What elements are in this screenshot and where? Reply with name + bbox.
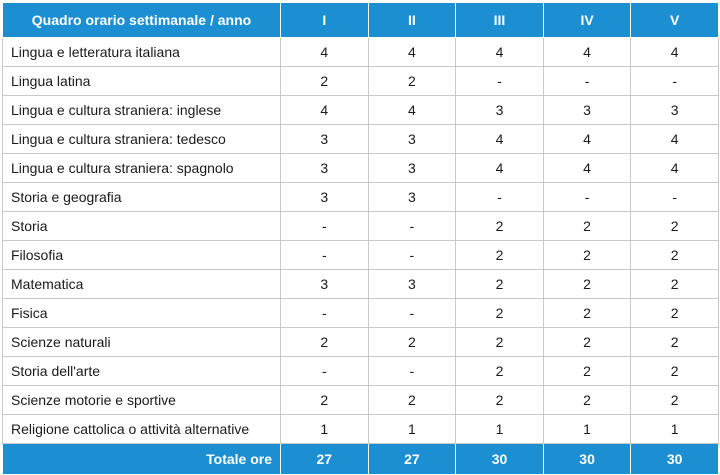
hours-cell: 2 <box>456 212 544 241</box>
hours-cell: 4 <box>631 154 719 183</box>
hours-cell: 3 <box>281 154 369 183</box>
hours-cell: 2 <box>281 328 369 357</box>
hours-cell: 4 <box>456 125 544 154</box>
hours-cell: - <box>368 357 456 386</box>
hours-cell: 3 <box>456 96 544 125</box>
year-header: I <box>281 3 369 38</box>
table-row <box>3 241 719 270</box>
header-row <box>3 3 719 38</box>
hours-cell: 3 <box>281 270 369 299</box>
hours-cell: 2 <box>456 299 544 328</box>
weekly-schedule-table <box>2 2 719 475</box>
table-header <box>3 3 719 38</box>
table-row <box>3 299 719 328</box>
subject-cell: Storia <box>3 212 281 241</box>
hours-cell: - <box>281 357 369 386</box>
hours-cell: 2 <box>543 270 631 299</box>
table-row <box>3 96 719 125</box>
hours-cell: 4 <box>631 125 719 154</box>
hours-cell: 2 <box>631 357 719 386</box>
year-header: V <box>631 3 719 38</box>
year-header: III <box>456 3 544 38</box>
hours-cell: 4 <box>543 154 631 183</box>
hours-cell: 3 <box>631 96 719 125</box>
total-cell: 30 <box>631 444 719 475</box>
hours-cell: 2 <box>281 386 369 415</box>
table-row <box>3 212 719 241</box>
hours-cell: 4 <box>456 38 544 67</box>
subject-cell: Storia dell'arte <box>3 357 281 386</box>
subject-cell: Lingua e letteratura italiana <box>3 38 281 67</box>
hours-cell: - <box>368 241 456 270</box>
hours-cell: - <box>456 183 544 212</box>
hours-cell: - <box>543 67 631 96</box>
hours-cell: 2 <box>456 270 544 299</box>
table-row <box>3 38 719 67</box>
subject-cell: Lingua latina <box>3 67 281 96</box>
subject-cell: Lingua e cultura straniera: spagnolo <box>3 154 281 183</box>
hours-cell: 2 <box>543 212 631 241</box>
total-cell: 30 <box>456 444 544 475</box>
total-label: Totale ore <box>3 444 281 475</box>
hours-cell: - <box>281 241 369 270</box>
hours-cell: 1 <box>281 415 369 444</box>
hours-cell: 4 <box>543 125 631 154</box>
hours-cell: 3 <box>368 270 456 299</box>
hours-cell: 2 <box>631 241 719 270</box>
hours-cell: 3 <box>368 125 456 154</box>
hours-cell: 2 <box>368 328 456 357</box>
subject-cell: Fisica <box>3 299 281 328</box>
hours-cell: - <box>368 299 456 328</box>
hours-cell: 3 <box>368 154 456 183</box>
hours-cell: 3 <box>543 96 631 125</box>
hours-cell: 2 <box>631 386 719 415</box>
year-header: II <box>368 3 456 38</box>
hours-cell: 1 <box>368 415 456 444</box>
hours-cell: 2 <box>543 328 631 357</box>
subject-cell: Storia e geografia <box>3 183 281 212</box>
hours-cell: 3 <box>281 183 369 212</box>
total-cell: 27 <box>281 444 369 475</box>
table-row <box>3 415 719 444</box>
subject-cell: Matematica <box>3 270 281 299</box>
hours-cell: 2 <box>543 386 631 415</box>
hours-cell: - <box>631 67 719 96</box>
hours-cell: 4 <box>368 38 456 67</box>
header-label: Quadro orario settimanale / anno <box>3 3 281 38</box>
hours-cell: 2 <box>543 357 631 386</box>
year-header: IV <box>543 3 631 38</box>
hours-cell: 1 <box>456 415 544 444</box>
subject-cell: Lingua e cultura straniera: inglese <box>3 96 281 125</box>
hours-cell: 2 <box>543 241 631 270</box>
hours-cell: 4 <box>281 96 369 125</box>
hours-cell: 2 <box>543 299 631 328</box>
hours-cell: 4 <box>543 38 631 67</box>
hours-cell: 3 <box>281 125 369 154</box>
hours-cell: - <box>281 299 369 328</box>
table-footer <box>3 444 719 475</box>
subject-cell: Religione cattolica o attività alternative <box>3 415 281 444</box>
hours-cell: 2 <box>631 299 719 328</box>
hours-cell: 4 <box>456 154 544 183</box>
hours-cell: 2 <box>368 386 456 415</box>
subject-cell: Lingua e cultura straniera: tedesco <box>3 125 281 154</box>
totals-row <box>3 444 719 475</box>
table-row <box>3 183 719 212</box>
table-row <box>3 125 719 154</box>
table-row <box>3 67 719 96</box>
hours-cell: - <box>543 183 631 212</box>
hours-cell: 3 <box>368 183 456 212</box>
table-row <box>3 386 719 415</box>
hours-cell: 2 <box>456 357 544 386</box>
table-row <box>3 154 719 183</box>
hours-cell: 2 <box>281 67 369 96</box>
hours-cell: 2 <box>631 212 719 241</box>
hours-cell: 4 <box>631 38 719 67</box>
hours-cell: 4 <box>281 38 369 67</box>
total-cell: 30 <box>543 444 631 475</box>
subject-cell: Scienze naturali <box>3 328 281 357</box>
total-cell: 27 <box>368 444 456 475</box>
hours-cell: 1 <box>543 415 631 444</box>
hours-cell: 2 <box>456 328 544 357</box>
hours-cell: - <box>631 183 719 212</box>
hours-cell: 2 <box>631 328 719 357</box>
hours-cell: 2 <box>456 386 544 415</box>
hours-cell: 4 <box>368 96 456 125</box>
subject-cell: Scienze motorie e sportive <box>3 386 281 415</box>
hours-cell: - <box>281 212 369 241</box>
hours-cell: 2 <box>368 67 456 96</box>
hours-cell: 2 <box>631 270 719 299</box>
table-row <box>3 357 719 386</box>
hours-cell: 1 <box>631 415 719 444</box>
table-row <box>3 328 719 357</box>
hours-cell: 2 <box>456 241 544 270</box>
hours-cell: - <box>368 212 456 241</box>
subject-cell: Filosofia <box>3 241 281 270</box>
table-body <box>3 38 719 444</box>
hours-cell: - <box>456 67 544 96</box>
table-row <box>3 270 719 299</box>
